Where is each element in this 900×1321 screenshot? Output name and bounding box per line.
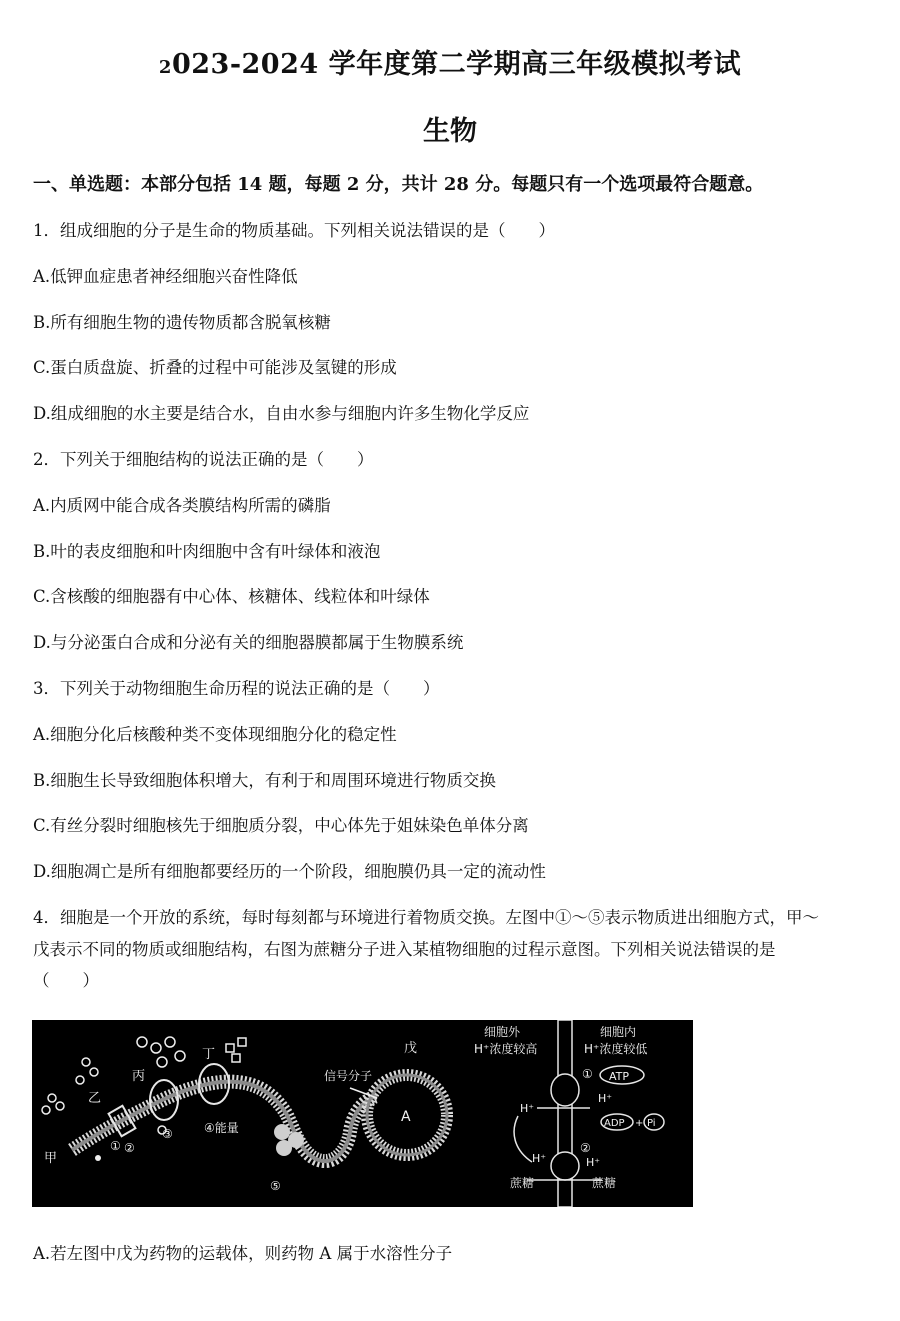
question-2-option-b: B.叶的表皮细胞和叶肉细胞中含有叶绿体和液泡 [33, 542, 381, 561]
question-3-option-b: B.细胞生长导致细胞体积增大，有利于和周围环境进行物质交换 [33, 771, 496, 790]
label-pump-1: ① [582, 1067, 593, 1081]
question-2-option-a: A.内质网中能合成各类膜结构所需的磷脂 [33, 496, 331, 515]
question-1-option-c: C.蛋白质盘旋、折叠的过程中可能涉及氢键的形成 [33, 358, 397, 377]
label-sucrose-right: 蔗糖 [592, 1176, 617, 1190]
label-A: A [401, 1109, 411, 1125]
label-h-bottom-left: H⁺ [532, 1152, 547, 1165]
question-4-option-a: A.若左图中戊为药物的运载体，则药物 A 属于水溶性分子 [33, 1244, 453, 1263]
label-inside: 细胞内 [600, 1025, 637, 1039]
proton-pump [551, 1074, 579, 1106]
question-1-option-d: D.组成细胞的水主要是结合水，自由水参与细胞内许多生物化学反应 [33, 404, 530, 423]
label-outside: 细胞外 [484, 1025, 521, 1039]
label-ding: 丁 [202, 1047, 216, 1062]
question-1-stem: 1．组成细胞的分子是生命的物质基础。下列相关说法错误的是（ ） [33, 221, 555, 240]
label-atp: ATP [609, 1070, 630, 1083]
question-1-option-a: A.低钾血症患者神经细胞兴奋性降低 [33, 267, 298, 286]
label-h-right: H⁺ [598, 1092, 613, 1105]
label-2: ② [124, 1141, 135, 1155]
label-inside-conc: H⁺浓度较低 [584, 1042, 648, 1056]
label-pi: Pi [647, 1118, 656, 1129]
label-yi: 乙 [88, 1091, 102, 1106]
label-wu: 戊 [404, 1041, 418, 1056]
label-5: ⑤ [270, 1179, 281, 1193]
label-sucrose-left: 蔗糖 [510, 1176, 535, 1190]
question-3-stem: 3．下列关于动物细胞生命历程的说法正确的是（ ） [33, 679, 440, 698]
question-3-option-d: D.细胞凋亡是所有细胞都要经历的一个阶段，细胞膜仍具一定的流动性 [33, 862, 546, 881]
subject-title: 生物 [423, 116, 477, 147]
label-transporter-2: ② [580, 1141, 591, 1155]
question-4-stem-line-2: 戊表示不同的物质或细胞结构，右图为蔗糖分子进入某植物细胞的过程示意图。下列相关说法错误的是 [33, 940, 776, 959]
question-2-option-c: C.含核酸的细胞器有中心体、核糖体、线粒体和叶绿体 [33, 587, 430, 606]
question-4-stem-line-1: 4．细胞是一个开放的系统，每时每刻都与环境进行着物质交换。左图中①～⑤表示物质进出细胞方式，甲～ [33, 908, 819, 927]
question-3-option-a: A.细胞分化后核酸种类不变体现细胞分化的稳定性 [33, 725, 397, 744]
question-1-option-b: B.所有细胞生物的遗传物质都含脱氧核糖 [33, 313, 331, 332]
label-signal: 信号分子 [324, 1069, 373, 1083]
label-h-left: H⁺ [520, 1102, 535, 1115]
label-outside-conc: H⁺浓度较高 [474, 1042, 538, 1056]
label-adp: ADP [604, 1118, 625, 1129]
exam-title [0, 42, 900, 81]
section-heading: 一、单选题：本部分包括 14 题，每题 2 分，共计 28 分。每题只有一个选项最符合题意。 [33, 174, 764, 195]
question-2-stem: 2．下列关于细胞结构的说法正确的是（ ） [33, 450, 374, 469]
label-3: ③ [162, 1127, 173, 1141]
sucrose-cotransporter [551, 1152, 579, 1180]
label-bing: 丙 [132, 1069, 146, 1084]
label-4-energy: ④能量 [204, 1121, 239, 1135]
label-jia: 甲 [44, 1151, 58, 1166]
label-1: ① [110, 1139, 121, 1153]
label-h-bottom-right: H⁺ [586, 1156, 601, 1169]
membrane-transport-figure [32, 1020, 693, 1207]
question-4-stem-line-3: （ ） [33, 971, 99, 990]
svg-text:+: + [635, 1118, 644, 1129]
title-prefix: 2 [158, 57, 172, 78]
question-3-option-c: C.有丝分裂时细胞核先于细胞质分裂，中心体先于姐妹染色单体分离 [33, 816, 529, 835]
question-2-option-d: D.与分泌蛋白合成和分泌有关的细胞器膜都属于生物膜系统 [33, 633, 464, 652]
title-rest: 023-2024 学年度第二学期高三年级模拟考试 [171, 49, 742, 80]
